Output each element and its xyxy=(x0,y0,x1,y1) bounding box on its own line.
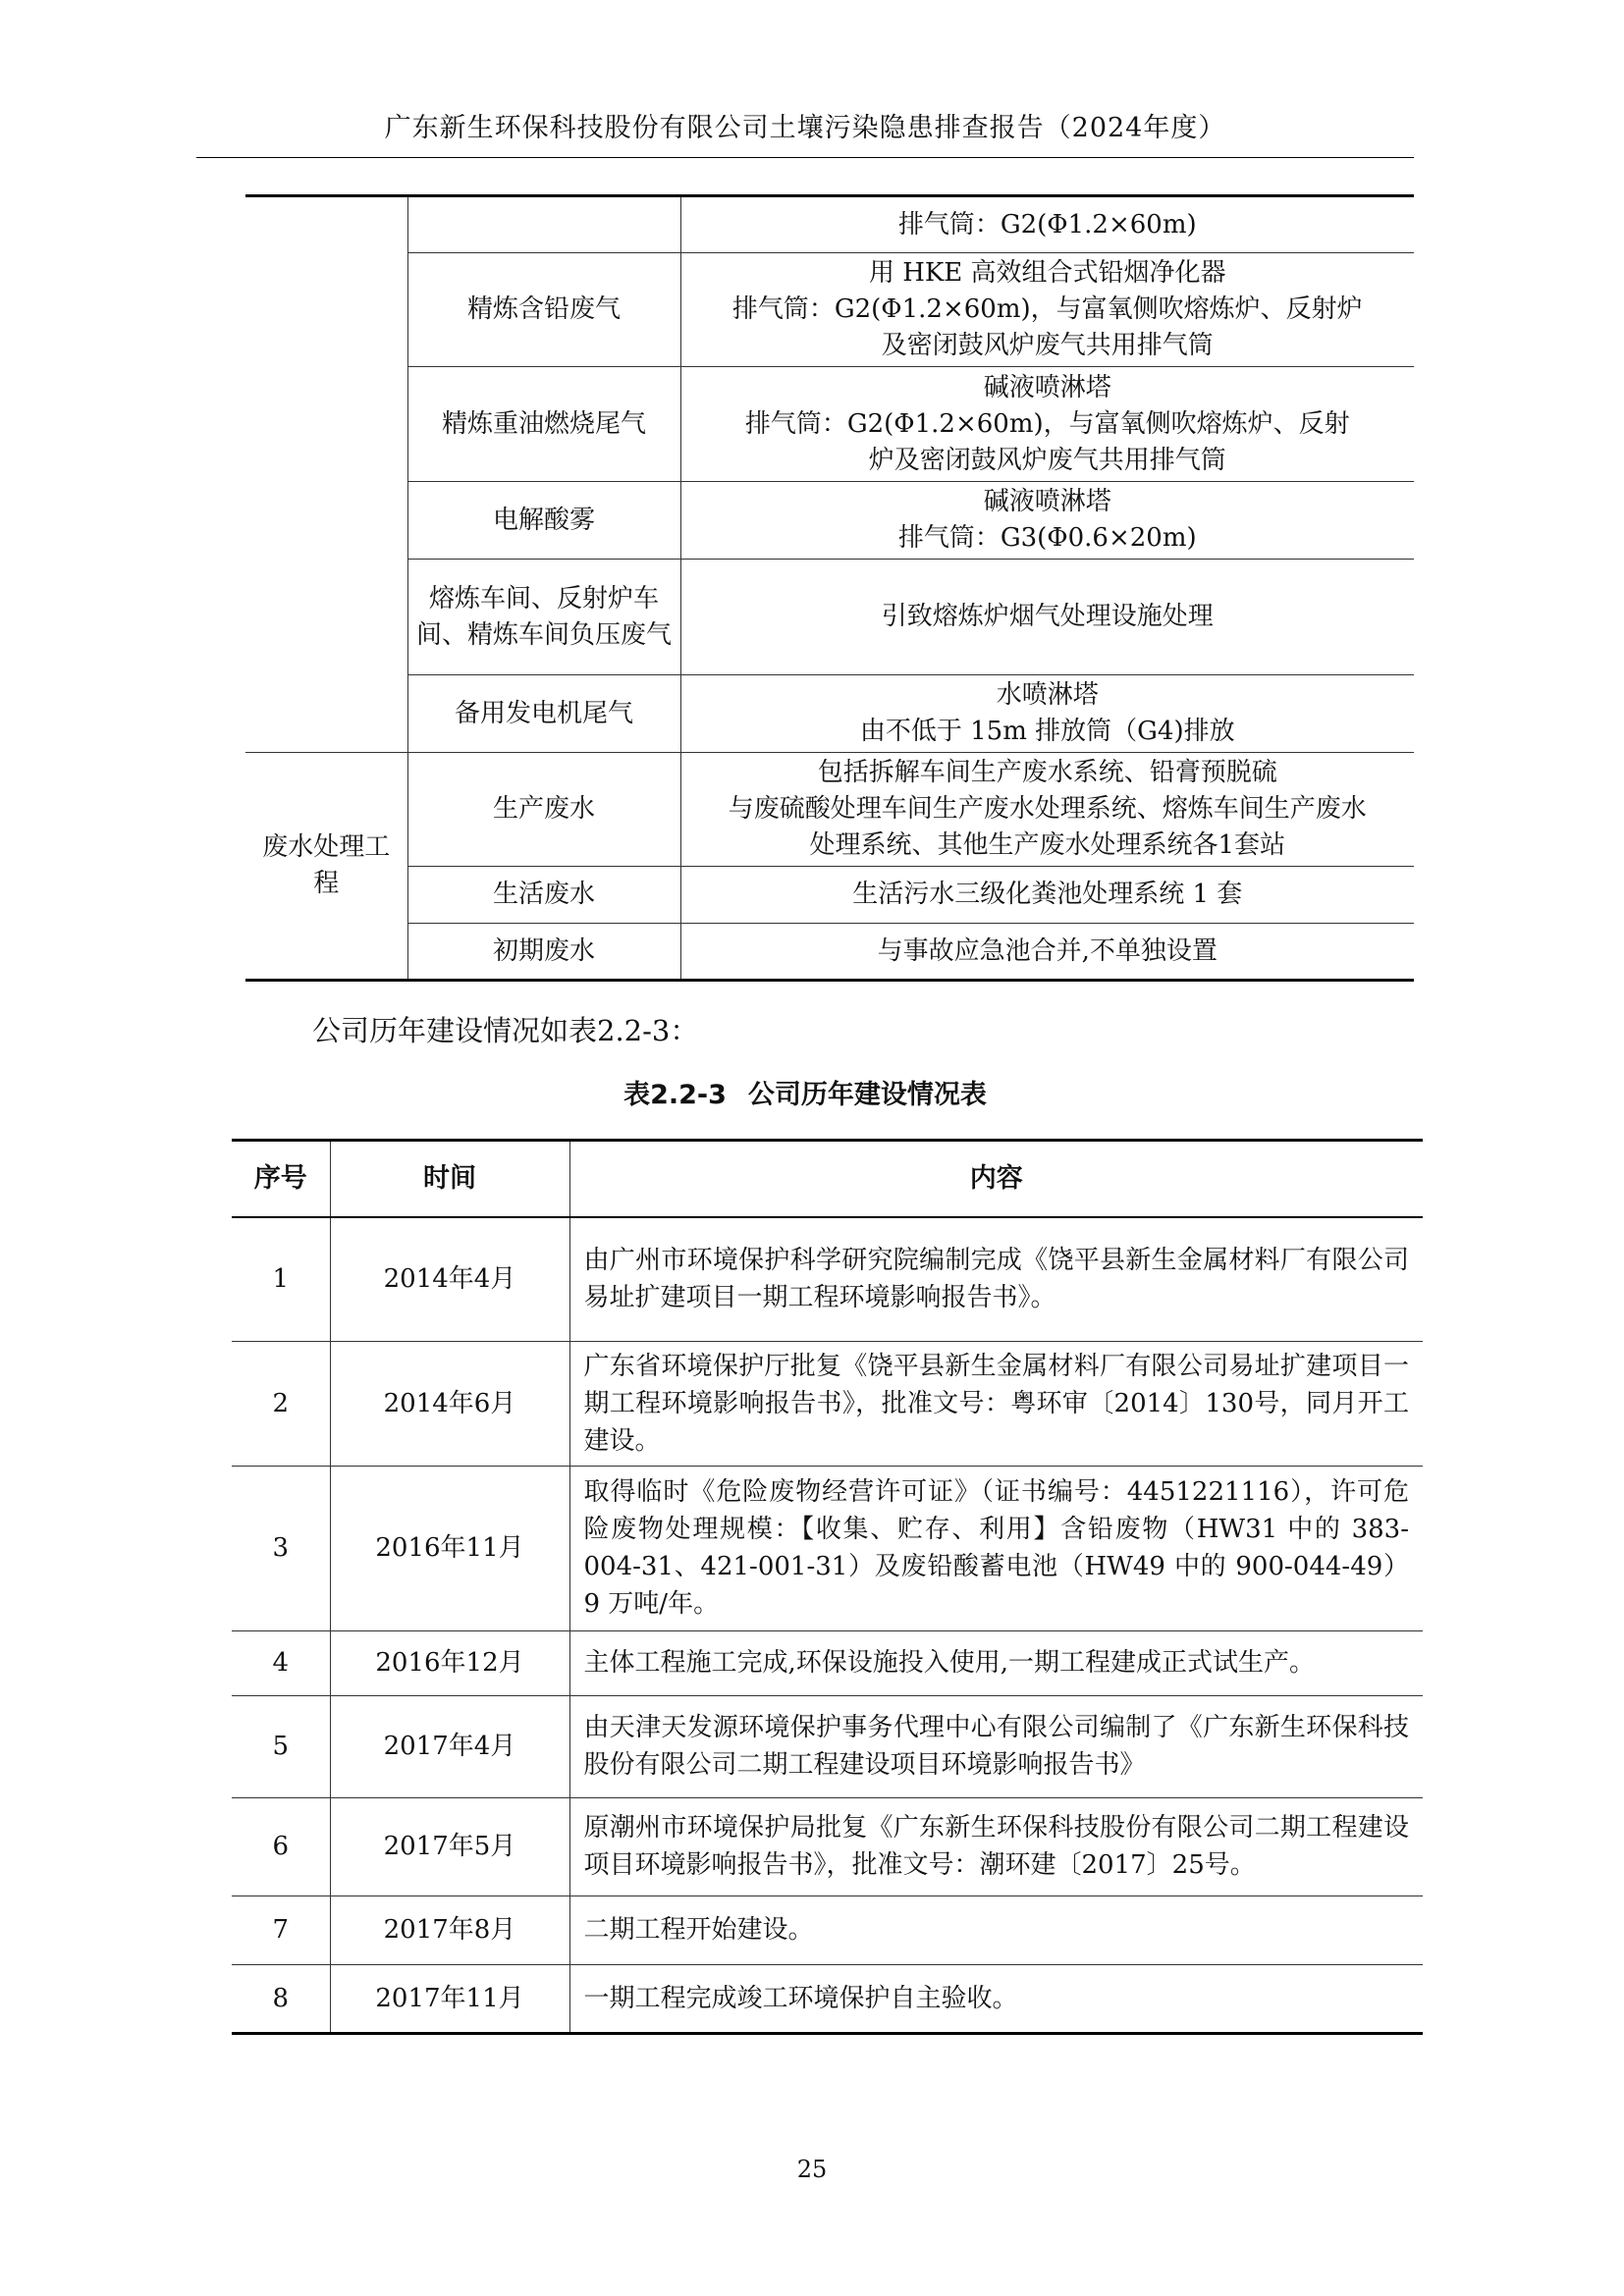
table-row xyxy=(232,1964,1423,2033)
cell-no: 5 xyxy=(232,1695,330,1797)
item-cell: 生活废水 xyxy=(407,867,680,924)
table-row xyxy=(245,196,1414,253)
measure-line: 处理系统、其他生产废水处理系统各1套站 xyxy=(809,830,1286,860)
table-header-row xyxy=(232,1141,1423,1218)
measure-cell xyxy=(680,560,1414,675)
cell-time: 2017年8月 xyxy=(330,1896,569,1964)
cell-time: 2014年6月 xyxy=(330,1341,569,1466)
intro-paragraph: 公司历年建设情况如表2.2-3： xyxy=(312,1014,699,1047)
cell-content: 由广州市环境保护科学研究院编制完成《饶平县新生金属材料厂有限公司易址扩建项目一期工程环境影响报告书》。 xyxy=(569,1217,1423,1341)
item-cell: 电解酸雾 xyxy=(407,482,680,560)
header-time: 时间 xyxy=(330,1141,569,1218)
item-cell: 备用发电机尾气 xyxy=(407,675,680,753)
cell-content: 二期工程开始建设。 xyxy=(569,1896,1423,1964)
item-cell: 生产废水 xyxy=(407,753,680,867)
measure-cell xyxy=(680,196,1414,253)
cell-time: 2017年4月 xyxy=(330,1695,569,1797)
group-cell-wastewater: 废水处理工程 xyxy=(245,753,407,981)
table-row xyxy=(232,1695,1423,1797)
table-row xyxy=(232,1896,1423,1964)
table-row xyxy=(232,1630,1423,1695)
measure-line: 包括拆解车间生产废水系统、铅膏预脱硫 xyxy=(817,758,1277,787)
header-divider xyxy=(196,157,1414,158)
measure-line: 排气筒：G2(Φ1.2×60m)，与富氧侧吹熔炼炉、反射 xyxy=(744,408,1350,439)
table-row xyxy=(245,367,1414,482)
measure-cell xyxy=(680,367,1414,482)
table-row xyxy=(245,253,1414,367)
table-row xyxy=(232,1466,1423,1630)
table-row xyxy=(232,1797,1423,1896)
cell-content: 主体工程施工完成,环保设施投入使用,一期工程建成正式试生产。 xyxy=(569,1630,1423,1695)
item-cell: 初期废水 xyxy=(407,924,680,981)
table-caption-title: 公司历年建设情况表 xyxy=(747,1080,987,1110)
measure-cell xyxy=(680,253,1414,367)
table-row xyxy=(245,867,1414,924)
pollution-control-table xyxy=(245,194,1414,982)
table-row xyxy=(232,1217,1423,1341)
measure-cell xyxy=(680,482,1414,560)
measure-line: 排气筒：G2(Φ1.2×60m) xyxy=(897,209,1197,240)
measure-line: 碱液喷淋塔 xyxy=(983,372,1111,402)
item-cell: 熔炼车间、反射炉车间、精炼车间负压废气 xyxy=(407,560,680,675)
table-row xyxy=(245,924,1414,981)
page-header: 广东新生环保科技股份有限公司土壤污染隐患排查报告（2024年度） xyxy=(384,113,1226,143)
measure-line: 与事故应急池合并,不单独设置 xyxy=(877,935,1218,966)
measure-line: 炉及密闭鼓风炉废气共用排气筒 xyxy=(868,445,1226,475)
table-caption xyxy=(196,1076,1414,1115)
table-row xyxy=(245,560,1414,675)
table-row xyxy=(245,753,1414,867)
cell-content: 取得临时《危险废物经营许可证》（证书编号：4451221116），许可危险废物处理规模：【收集、贮存、利用】含铅废物（HW31 中的 383-004-31、421-001-31）及废铅酸蓄电池（HW49 中的 900-044-49） 9 万吨/年。 xyxy=(569,1466,1423,1630)
group-cell-exhaust xyxy=(245,196,407,753)
item-cell xyxy=(407,196,680,253)
header-content: 内容 xyxy=(569,1141,1423,1218)
table-row xyxy=(245,675,1414,753)
measure-line: 引致熔炼炉烟气处理设施处理 xyxy=(881,602,1214,631)
measure-line: 碱液喷淋塔 xyxy=(983,487,1111,516)
cell-content: 原潮州市环境保护局批复《广东新生环保科技股份有限公司二期工程建设项目环境影响报告书》，批准文号：潮环建〔2017〕25号。 xyxy=(569,1797,1423,1896)
cell-time: 2016年11月 xyxy=(330,1466,569,1630)
measure-cell xyxy=(680,924,1414,981)
measure-cell xyxy=(680,675,1414,753)
measure-line: 排气筒：G3(Φ0.6×20m) xyxy=(897,523,1197,553)
measure-line: 生活污水三级化粪池处理系统 1 套 xyxy=(852,880,1243,909)
measure-line: 及密闭鼓风炉废气共用排气筒 xyxy=(881,331,1214,360)
cell-no: 8 xyxy=(232,1964,330,2033)
table-row xyxy=(232,1341,1423,1466)
measure-line: 与废硫酸处理车间生产废水处理系统、熔炼车间生产废水 xyxy=(728,794,1367,824)
cell-time: 2016年12月 xyxy=(330,1630,569,1695)
page-number: 25 xyxy=(796,2156,828,2183)
cell-no: 3 xyxy=(232,1466,330,1630)
cell-no: 1 xyxy=(232,1217,330,1341)
cell-no: 6 xyxy=(232,1797,330,1896)
item-cell: 精炼含铅废气 xyxy=(407,253,680,367)
cell-content: 由天津天发源环境保护事务代理中心有限公司编制了《广东新生环保科技股份有限公司二期工程建设项目环境影响报告书》 xyxy=(569,1695,1423,1797)
measure-line: 用 HKE 高效组合式铅烟净化器 xyxy=(868,258,1226,288)
measure-cell xyxy=(680,753,1414,867)
cell-no: 4 xyxy=(232,1630,330,1695)
cell-no: 7 xyxy=(232,1896,330,1964)
item-cell: 精炼重油燃烧尾气 xyxy=(407,367,680,482)
cell-time: 2014年4月 xyxy=(330,1217,569,1341)
measure-line: 水喷淋塔 xyxy=(996,680,1099,710)
header-no: 序号 xyxy=(232,1141,330,1218)
measure-line: 由不低于 15m 排放筒（G4)排放 xyxy=(859,717,1235,746)
cell-no: 2 xyxy=(232,1341,330,1466)
cell-time: 2017年5月 xyxy=(330,1797,569,1896)
table-caption-number: 表2.2-3 xyxy=(623,1080,727,1110)
measure-cell xyxy=(680,867,1414,924)
cell-content: 一期工程完成竣工环境保护自主验收。 xyxy=(569,1964,1423,2033)
cell-time: 2017年11月 xyxy=(330,1964,569,2033)
table-row xyxy=(245,482,1414,560)
measure-line: 排气筒：G2(Φ1.2×60m)，与富氧侧吹熔炼炉、反射炉 xyxy=(731,294,1363,324)
construction-history-table xyxy=(232,1139,1423,2035)
cell-content: 广东省环境保护厅批复《饶平县新生金属材料厂有限公司易址扩建项目一期工程环境影响报告书》，批准文号：粤环审〔2014〕130号，同月开工建设。 xyxy=(569,1341,1423,1466)
